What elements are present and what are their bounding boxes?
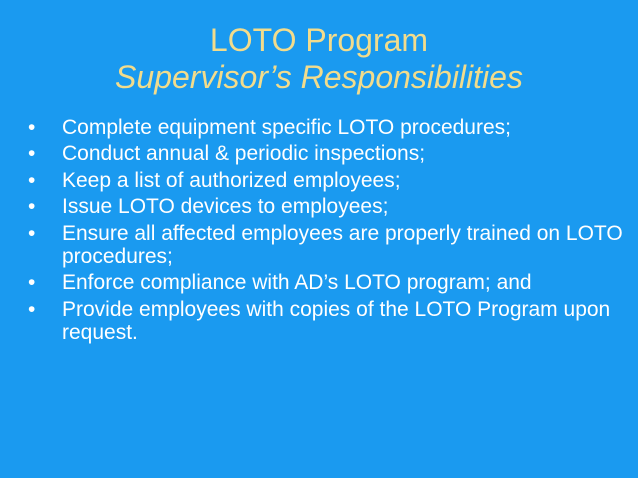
bullet-text: Conduct annual & periodic inspections; <box>62 142 426 166</box>
bullet-icon: • <box>28 116 36 139</box>
bullet-item <box>26 195 626 218</box>
bullet-icon: • <box>28 195 36 219</box>
bullet-item <box>26 169 626 192</box>
bullet-icon: • <box>28 142 36 166</box>
bullet-text: Keep a list of authorized employees; <box>62 168 401 192</box>
bullet-icon: • <box>28 221 36 245</box>
bullet-icon: • <box>28 168 36 192</box>
bullet-icon: • <box>28 271 36 295</box>
slide-title: LOTO Program <box>209 22 429 58</box>
bullet-item <box>26 271 626 294</box>
bullet-text: Enforce compliance with AD’s LOTO program; and <box>62 271 532 295</box>
bullet-icon: • <box>28 297 36 321</box>
bullet-item <box>26 298 626 345</box>
bullet-item <box>26 116 626 139</box>
bullet-text: Provide employees with copies of the LOTO Program upon request. <box>62 297 611 345</box>
bullet-item <box>26 222 626 269</box>
bullet-text: Ensure all affected employees are properly trained on LOTO procedures; <box>62 221 623 269</box>
bullet-item <box>26 142 626 165</box>
bullet-list <box>26 116 626 348</box>
bullet-text: Issue LOTO devices to employees; <box>62 195 389 219</box>
bullet-text: Complete equipment specific LOTO procedures; <box>62 116 511 139</box>
slide-subtitle: Supervisor’s Responsibilities <box>115 59 523 95</box>
title-block <box>0 22 638 96</box>
